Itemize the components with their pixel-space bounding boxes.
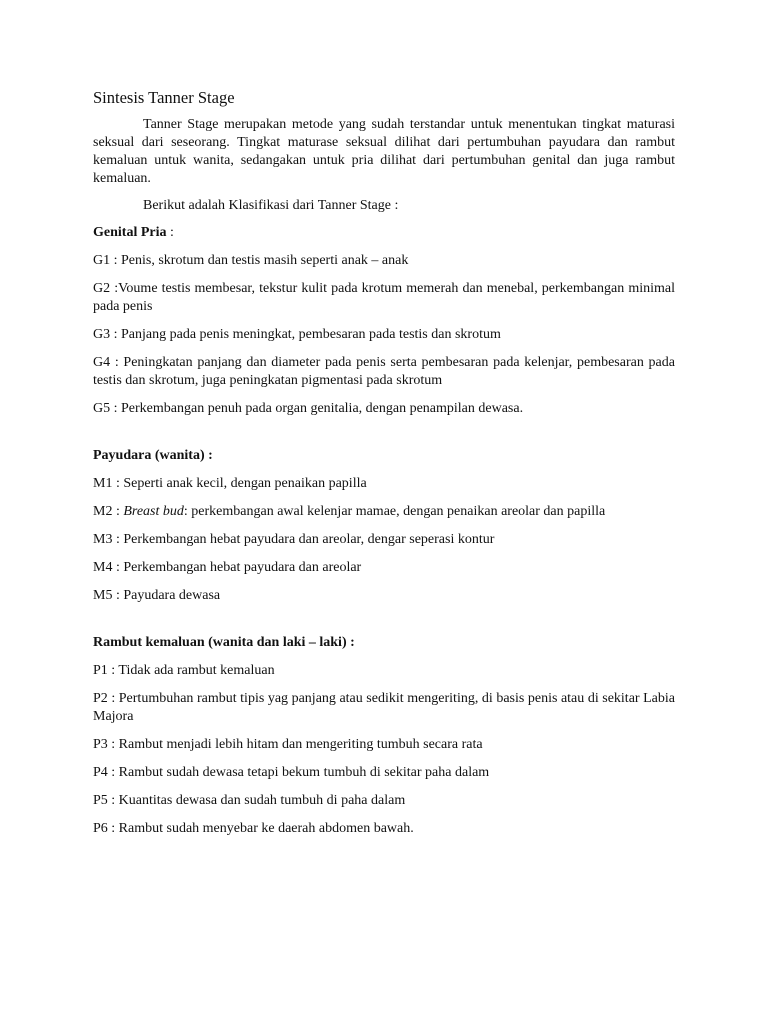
document-page	[93, 88, 675, 848]
section-heading-payudara-label: Payudara (wanita) :	[93, 448, 213, 463]
list-item-g5: G5 : Perkembangan penuh pada organ genitalia, dengan penampilan dewasa.	[93, 401, 524, 416]
list-item-p5: P5 : Kuantitas dewasa dan sudah tumbuh di paha dalam	[93, 793, 406, 808]
list-item-g1: G1 : Penis, skrotum dan testis masih seperti anak – anak	[93, 253, 409, 268]
list-item-m3: M3 : Perkembangan hebat payudara dan areolar, dengar seperasi kontur	[93, 532, 495, 547]
section-heading-genital-label: Genital Pria	[93, 225, 167, 240]
section-spacer	[93, 615, 675, 634]
intro-paragraph: Tanner Stage merupakan metode yang sudah terstandar untuk menentukan tingkat maturasi seksual dari seseorang. Tingkat maturase seksual dilihat dari pertumbuhan payudara dan rambut kemaluan untuk wanita, sedangakan untuk pria dilihat dari pertumbuhan genital dan juga rambut kemaluan.	[93, 117, 675, 186]
list-item-g3: G3 : Panjang pada penis meningkat, pembesaran pada testis dan skrotum	[93, 327, 501, 342]
section-heading-genital-suffix: :	[166, 225, 174, 240]
list-item-m2-rest: : perkembangan awal kelenjar mamae, dengan penaikan areolar dan papilla	[183, 504, 606, 519]
section-spacer	[93, 428, 675, 447]
list-item-p3: P3 : Rambut menjadi lebih hitam dan mengeriting tumbuh secara rata	[93, 737, 483, 752]
list-item-m2	[93, 503, 675, 521]
section-heading-payudara	[93, 447, 675, 465]
list-item-g2: G2 :Voume testis membesar, tekstur kulit pada krotum memerah dan menebal, perkembangan minimal pada penis	[93, 281, 675, 314]
document-title: Sintesis Tanner Stage	[93, 88, 235, 107]
list-item-p2: P2 : Pertumbuhan rambut tipis yag panjang atau sedikit mengeriting, di basis penis atau di sekitar Labia Majora	[93, 691, 675, 724]
list-item-p1: P1 : Tidak ada rambut kemaluan	[93, 663, 275, 678]
list-item-g4: G4 : Peningkatan panjang dan diameter pada penis serta pembesaran pada kelenjar, pembesaran pada testis dan skrotum, juga peningkatan pigmentasi pada skrotum	[93, 355, 675, 388]
list-item-m2-prefix: M2 :	[93, 504, 124, 519]
list-item-m1: M1 : Seperti anak kecil, dengan penaikan papilla	[93, 476, 367, 491]
classification-intro: Berikut adalah Klasifikasi dari Tanner Stage :	[143, 198, 399, 213]
section-heading-rambut	[93, 634, 675, 652]
list-item-p6: P6 : Rambut sudah menyebar ke daerah abdomen bawah.	[93, 821, 414, 836]
list-item-m5: M5 : Payudara dewasa	[93, 588, 221, 603]
list-item-m2-italic: Breast bud	[123, 504, 184, 519]
section-heading-rambut-label: Rambut kemaluan (wanita dan laki – laki) :	[93, 635, 355, 650]
list-item-m4: M4 : Perkembangan hebat payudara dan areolar	[93, 560, 362, 575]
list-item-p4: P4 : Rambut sudah dewasa tetapi bekum tumbuh di sekitar paha dalam	[93, 765, 490, 780]
section-heading-genital	[93, 224, 675, 242]
